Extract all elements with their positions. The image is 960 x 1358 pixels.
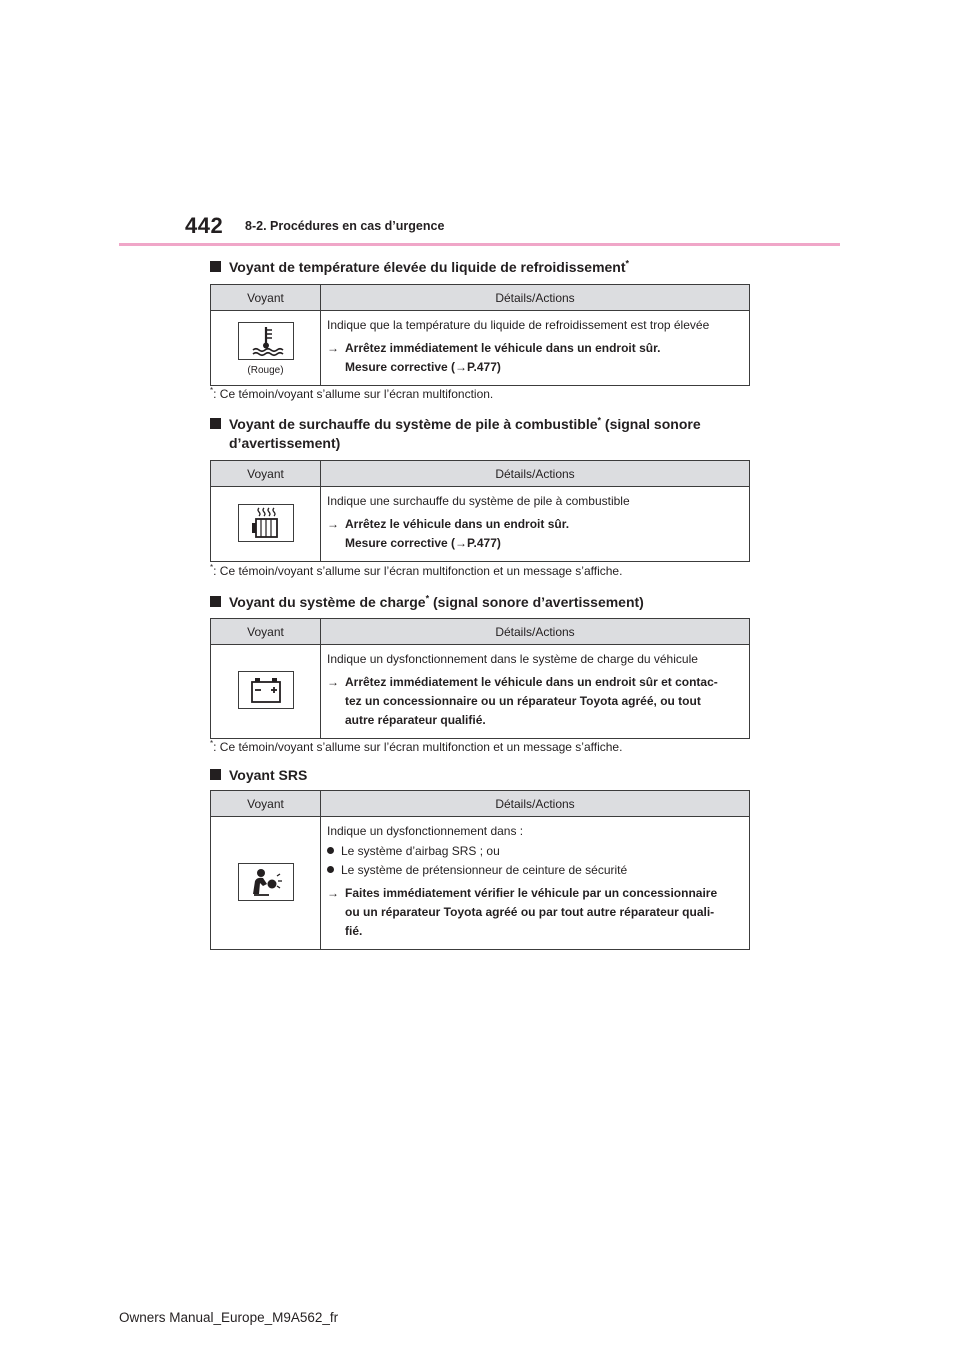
section-title-fuel-cell (210, 415, 750, 453)
col-header-voyant: Voyant (211, 791, 321, 817)
action-block (327, 515, 743, 553)
arrow-icon: → (327, 517, 339, 531)
srs-table (210, 790, 750, 950)
table-row (211, 487, 750, 562)
section-title-charging (210, 593, 750, 612)
section-title-text: Voyant du système de charge (229, 594, 426, 610)
description-text: Indique une surchauffe du système de pile à combustible (327, 494, 630, 508)
action-line: autre réparateur qualifié. (345, 713, 486, 727)
table-row (211, 645, 750, 739)
section-title-text-cont: (signal sonore d’avertissement) (429, 594, 644, 610)
description-text: Indique un dysfonctionnement dans : (327, 824, 524, 838)
corrective-measure-link[interactable]: Mesure corrective (→P.477) (345, 536, 501, 550)
footnote (210, 564, 622, 578)
col-header-details: Détails/Actions (321, 619, 750, 645)
footnote (210, 387, 493, 401)
section-bullet-icon (210, 261, 221, 272)
section-title-coolant (210, 258, 750, 277)
action-line: fié. (345, 924, 363, 938)
description-text: Indique que la température du liquide de refroidissement est trop élevée (327, 318, 710, 332)
action-line: Arrêtez immédiatement le véhicule dans un endroit sûr. (345, 341, 661, 355)
icon-color-label: (Rouge) (247, 365, 284, 376)
chapter-title: 8-2. Procédures en cas d’urgence (245, 219, 445, 233)
details-cell (321, 817, 750, 950)
list-item-text: Le système de prétensionneur de ceinture de sécurité (341, 863, 628, 877)
icon-cell (211, 311, 321, 386)
coolant-table (210, 284, 750, 386)
action-line: Faites immédiatement vérifier le véhicule par un concessionnaire (345, 886, 718, 900)
srs-airbag-icon (238, 863, 294, 901)
col-header-details: Détails/Actions (321, 461, 750, 487)
action-line: Arrêtez le véhicule dans un endroit sûr. (345, 517, 570, 531)
footnote-marker: * (210, 563, 214, 572)
footnote-marker: * (425, 593, 430, 604)
table-header-row (211, 619, 750, 645)
details-cell (321, 487, 750, 562)
header-divider (119, 243, 840, 246)
col-header-voyant: Voyant (211, 285, 321, 311)
section-bullet-icon (210, 769, 221, 780)
battery-charge-icon (238, 671, 294, 709)
footnote (210, 740, 622, 754)
section-title-text: Voyant SRS (229, 767, 308, 783)
arrow-icon: → (327, 675, 339, 689)
list-item (327, 843, 743, 859)
arrow-icon: → (327, 886, 339, 900)
col-header-voyant: Voyant (211, 619, 321, 645)
col-header-details: Détails/Actions (321, 791, 750, 817)
footnote-text: : Ce témoin/voyant s’allume sur l’écran multifonction et un message s’affiche. (213, 564, 623, 578)
section-title-text-cont: (signal sonore (601, 416, 701, 432)
footnote-marker: * (210, 739, 214, 748)
charging-table (210, 618, 750, 739)
col-header-voyant: Voyant (211, 461, 321, 487)
bullet-dot-icon (327, 847, 334, 854)
footnote-marker: * (597, 415, 602, 426)
description-text: Indique un dysfonctionnement dans le système de charge du véhicule (327, 652, 698, 666)
section-bullet-icon (210, 596, 221, 607)
table-row (211, 817, 750, 950)
action-block (327, 884, 743, 941)
table-header-row (211, 791, 750, 817)
arrow-icon: → (327, 341, 339, 355)
action-line: tez un concessionnaire ou un réparateur Toyota agréé, ou tout (345, 694, 701, 708)
details-cell (321, 311, 750, 386)
section-title-text: Voyant de température élevée du liquide de refroidissement (229, 259, 626, 275)
icon-cell (211, 487, 321, 562)
table-row (211, 311, 750, 386)
corrective-measure-link[interactable]: Mesure corrective (→P.477) (345, 360, 501, 374)
action-line: Arrêtez immédiatement le véhicule dans un endroit sûr et contac- (345, 675, 718, 689)
icon-cell (211, 645, 321, 739)
icon-cell (211, 817, 321, 950)
section-title-text: Voyant de surchauffe du système de pile à combustible (229, 416, 598, 432)
action-block (327, 339, 743, 377)
footer-text: Owners Manual_Europe_M9A562_fr (119, 1310, 339, 1325)
fuel-cell-overheat-icon (238, 504, 294, 542)
list-item (327, 862, 743, 878)
list-item-text: Le système d’airbag SRS ; ou (341, 844, 500, 858)
details-cell (321, 645, 750, 739)
section-bullet-icon (210, 418, 221, 429)
coolant-temperature-icon (238, 322, 294, 360)
section-title-srs (210, 766, 750, 785)
action-line: ou un réparateur Toyota agréé ou par tout autre réparateur quali- (345, 905, 715, 919)
footnote-text: : Ce témoin/voyant s’allume sur l’écran multifonction. (213, 387, 494, 401)
action-block (327, 673, 743, 730)
table-header-row (211, 285, 750, 311)
bullet-dot-icon (327, 866, 334, 873)
col-header-details: Détails/Actions (321, 285, 750, 311)
fuel-cell-table (210, 460, 750, 562)
section-title-line2: d’avertissement) (229, 435, 341, 451)
table-header-row (211, 461, 750, 487)
footnote-text: : Ce témoin/voyant s’allume sur l’écran multifonction et un message s’affiche. (213, 740, 623, 754)
footnote-marker: * (210, 386, 214, 395)
page-number: 442 (185, 213, 224, 238)
footnote-marker: * (625, 258, 630, 269)
